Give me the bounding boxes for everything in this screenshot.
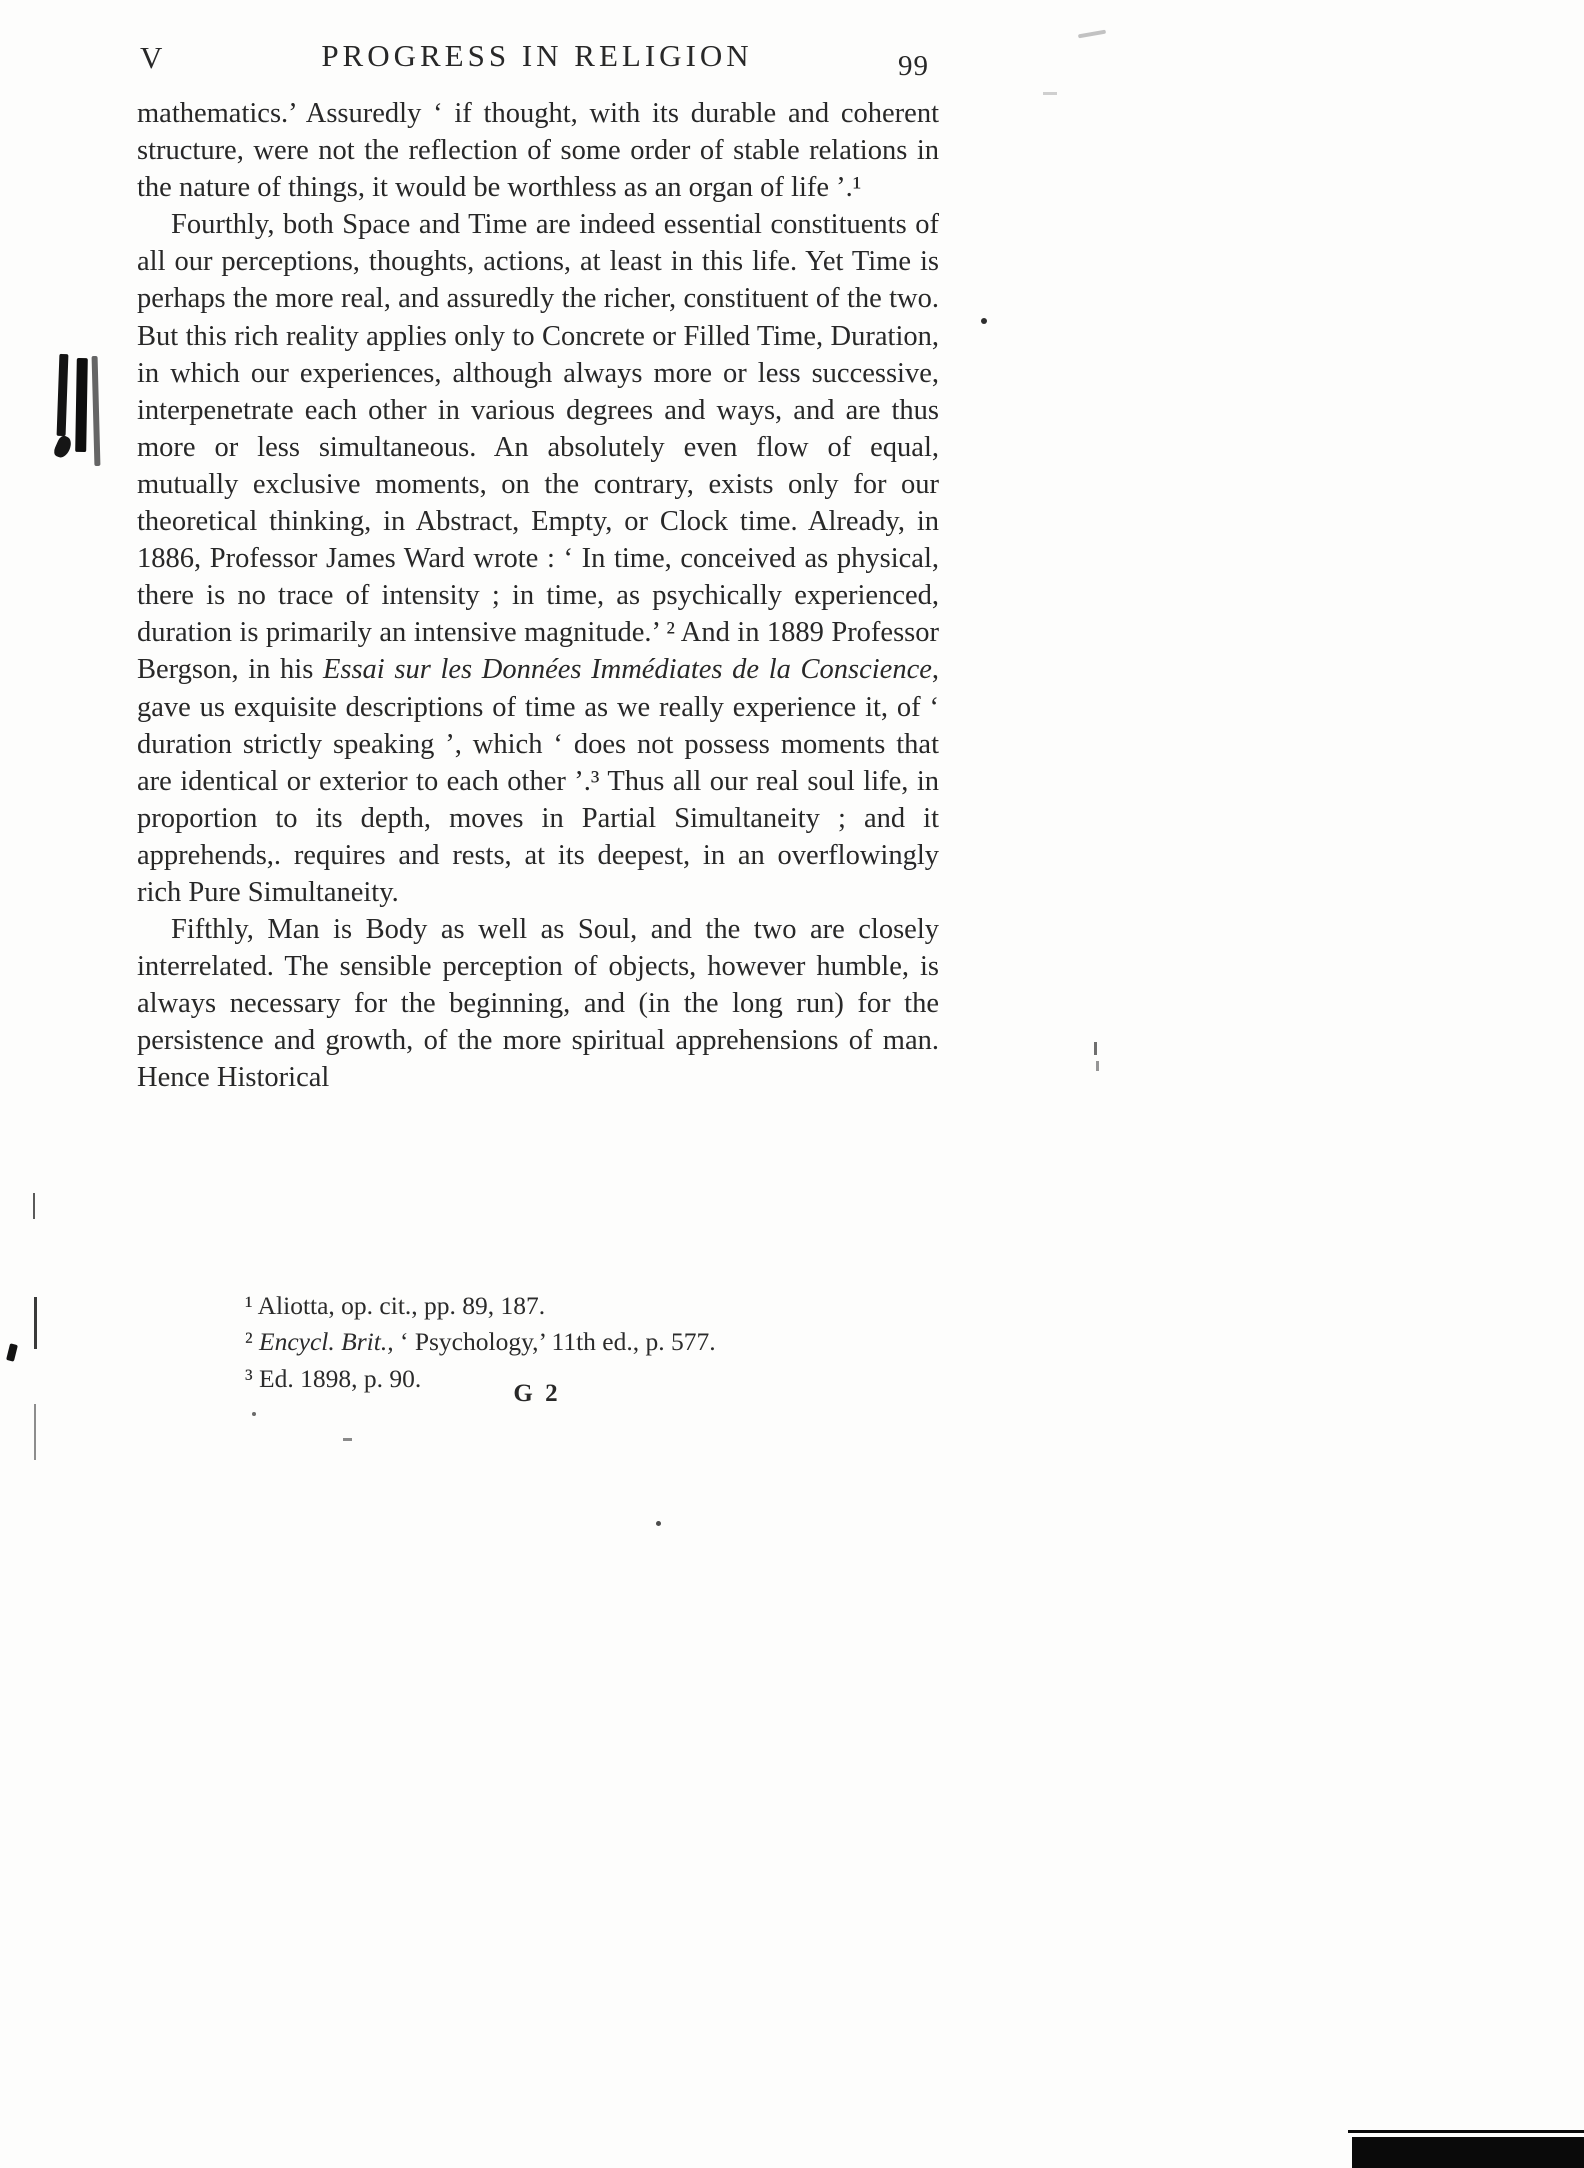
book-title-italic: Essai sur les Données Immédiates de la Conscience <box>322 654 932 686</box>
footnote-text: ¹ Aliotta, op. cit., pp. 89, 187. <box>245 1291 546 1320</box>
scan-edge-line <box>34 1404 36 1460</box>
footnote-2 <box>245 1324 885 1360</box>
scan-edge-line <box>33 1193 35 1219</box>
paragraph-text: , gave us exquisite descriptions of time as we really experience it, of ‘ duration strictly speaking ’, which ‘ does not possess moments that are identical or exterior to each other ’.³ Thus all our real soul life, in proportion to its depth, moves in Partial Simultaneity ; and it apprehends,. requires and rests, at its deepest, in an overflowingly rich Pure Simultaneity. <box>137 654 939 908</box>
scan-edge-line <box>34 1297 37 1349</box>
ink-speck <box>252 1412 256 1416</box>
footnote-text: ³ Ed. 1898, p. 90. <box>245 1363 422 1393</box>
signature-mark: G 2 <box>513 1380 561 1407</box>
ink-speck <box>656 1521 661 1526</box>
scan-edge-mark <box>6 1343 18 1361</box>
footnote-title-italic: Encycl. Brit., <box>259 1327 394 1357</box>
footnote-text: ‘ Psychology,’ 11th ed., p. 577. <box>393 1327 716 1357</box>
paragraph-text: Fifthly, Man is Body as well as Soul, and the two are closely interrelated. The sensible perception of objects, however humble, is always necessary for the beginning, and (in the long run) for the persistence and growth, of the more spiritual apprehensions of man. Hence Historical <box>137 914 939 1094</box>
footnote-1 <box>245 1288 885 1324</box>
ink-speck <box>343 1438 352 1441</box>
ink-smudge <box>52 434 74 460</box>
paragraph-fourthly <box>137 206 939 911</box>
running-title: PROGRESS IN RELIGION <box>321 38 753 73</box>
ink-smudge <box>92 356 101 466</box>
margin-tick <box>1096 1061 1099 1071</box>
margin-tick <box>1094 1042 1097 1055</box>
body-text <box>137 95 939 1097</box>
paragraph-continuation <box>137 95 939 206</box>
ink-speck <box>981 318 987 324</box>
faint-pencil-mark <box>1043 92 1057 95</box>
ink-smudge <box>57 354 69 436</box>
footnote-text: ² <box>245 1327 260 1357</box>
paragraph-fifthly <box>137 911 939 1096</box>
paragraph-text: mathematics.’ Assuredly ‘ if thought, with its durable and coherent structure, were not the reflection of some order of stable relations in the nature of things, it would be worthless as an organ of life ’.¹ <box>137 98 939 204</box>
paragraph-text: Fourthly, both Space and Time are indeed essential constituents of all our perceptions, thoughts, actions, at least in this life. Yet Time is perhaps the more real, and assuredly the richer, constituent of the two. But this rich reality applies only to Concrete or Filled Time, Duration, in which our experiences, although always more or less successive, interpenetrate each other in various degrees and ways, and are thus more or less simultaneous. An absolutely even flow of equal, mutually exclusive moments, on the contrary, exists only for our theoretical thinking, in Abstract, Empty, or Clock time. Already, in 1886, Professor James Ward wrote : ‘ In time, conceived as physical, there is no trace of intensity ; in time, as psychically experienced, duration is primarily an intensive magnitude.’ ² And in 1889 Professor Bergson, in his <box>137 209 939 686</box>
scan-corner-bar <box>1352 2137 1584 2168</box>
scan-corner-line <box>1348 2130 1584 2133</box>
ink-smudge <box>75 358 88 452</box>
faint-pencil-mark <box>1078 30 1106 39</box>
page-number: 99 <box>898 50 929 82</box>
chapter-numeral: V <box>140 40 164 75</box>
